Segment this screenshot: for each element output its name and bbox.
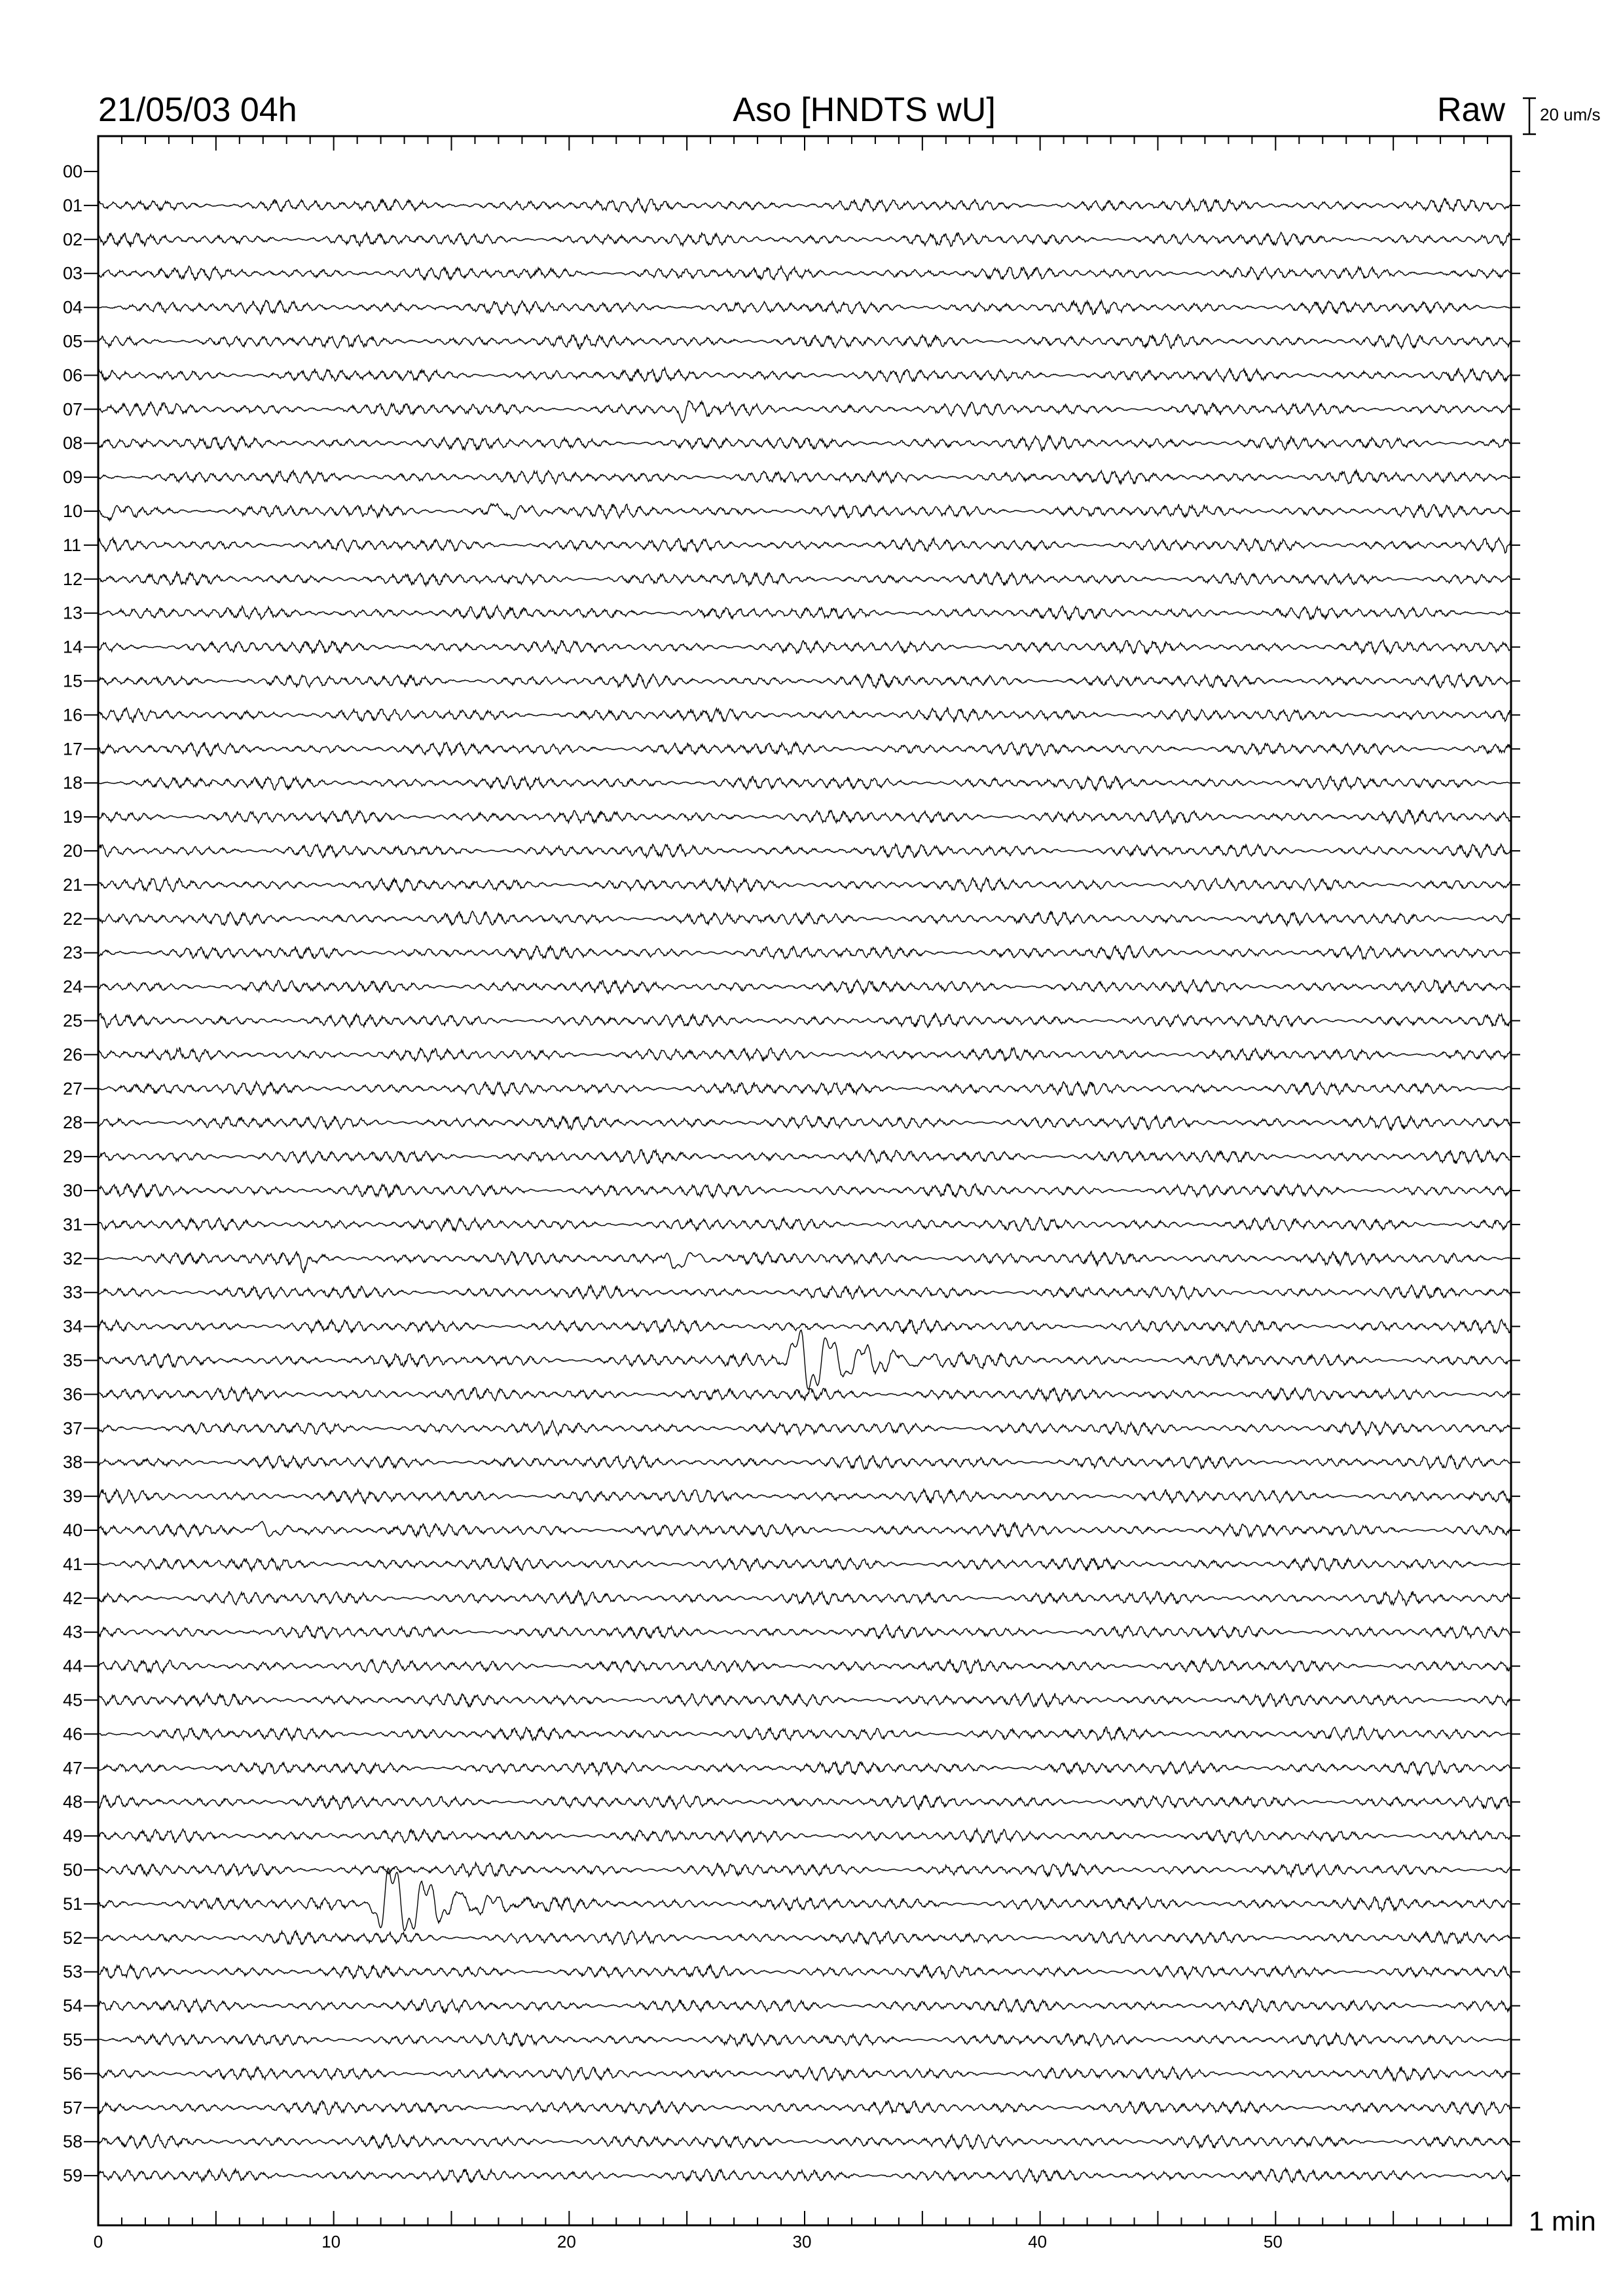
date-hour-label: 21/05/03 04h	[98, 91, 297, 129]
seismic-trace-40	[98, 1521, 1511, 1537]
row-label: 28	[63, 1113, 83, 1133]
row-label: 23	[63, 942, 83, 963]
row-label: 35	[63, 1350, 83, 1371]
amplitude-scale-label: 20 um/s	[1540, 105, 1601, 124]
x-tick-label: 30	[792, 2232, 812, 2251]
row-label: 36	[63, 1384, 83, 1405]
x-tick-label: 40	[1028, 2232, 1048, 2251]
seismic-trace-16	[98, 708, 1511, 723]
row-label: 45	[63, 1690, 83, 1710]
seismic-trace-20	[98, 844, 1511, 858]
seismic-trace-06	[98, 368, 1511, 383]
x-tick-label: 10	[321, 2232, 341, 2251]
row-label: 46	[63, 1724, 83, 1744]
row-label: 30	[63, 1181, 83, 1200]
row-label: 17	[63, 739, 83, 759]
row-label: 10	[63, 501, 83, 521]
seismic-trace-33	[98, 1285, 1511, 1300]
row-label: 54	[63, 1996, 83, 2016]
row-label: 14	[63, 637, 83, 657]
row-label: 01	[63, 195, 83, 215]
seismic-trace-48	[98, 1795, 1511, 1810]
row-label: 13	[63, 603, 83, 623]
row-label: 11	[63, 535, 82, 555]
row-label: 41	[63, 1554, 83, 1574]
station-title: Aso [HNDTS wU]	[733, 91, 996, 129]
seismic-trace-30	[98, 1183, 1511, 1198]
row-label: 12	[63, 569, 83, 589]
seismic-trace-56	[98, 2067, 1511, 2081]
row-label: 43	[63, 1622, 83, 1642]
seismic-trace-37	[98, 1420, 1511, 1436]
row-label: 42	[63, 1588, 83, 1608]
seismic-trace-18	[98, 776, 1511, 791]
row-label: 57	[63, 2098, 83, 2118]
seismic-trace-39	[98, 1489, 1511, 1503]
seismic-trace-55	[98, 2032, 1511, 2047]
row-label: 51	[63, 1893, 83, 1914]
seismic-trace-59	[98, 2168, 1511, 2183]
seismic-trace-52	[98, 1931, 1511, 1945]
plot-frame	[98, 136, 1511, 2225]
row-label: 04	[63, 297, 83, 317]
seismic-trace-29	[98, 1150, 1511, 1164]
row-label: 55	[63, 2030, 83, 2050]
row-label: 27	[63, 1079, 83, 1099]
row-label: 48	[63, 1792, 83, 1812]
seismic-trace-49	[98, 1829, 1511, 1843]
row-label: 49	[63, 1826, 83, 1846]
seismic-trace-09	[98, 470, 1511, 484]
row-label: 18	[63, 773, 83, 793]
row-label: 37	[63, 1418, 83, 1439]
seismic-trace-15	[98, 673, 1511, 688]
row-label: 29	[63, 1147, 83, 1167]
seismic-trace-47	[98, 1761, 1511, 1776]
row-label: 56	[63, 2064, 83, 2084]
row-label: 59	[63, 2166, 83, 2186]
mode-label: Raw	[1436, 91, 1505, 129]
seismic-trace-13	[98, 605, 1511, 620]
seismic-trace-08	[98, 436, 1511, 452]
row-label: 05	[63, 331, 83, 351]
seismic-trace-43	[98, 1624, 1511, 1639]
seismic-trace-05	[98, 334, 1511, 349]
seismic-trace-07	[98, 401, 1511, 423]
row-label: 00	[63, 162, 83, 181]
row-label: 38	[63, 1452, 83, 1473]
seismic-trace-42	[98, 1590, 1511, 1605]
seismic-trace-22	[98, 911, 1511, 926]
row-label: 33	[63, 1282, 83, 1302]
row-label: 53	[63, 1962, 83, 1982]
row-label: 52	[63, 1928, 83, 1948]
seismic-trace-03	[98, 266, 1511, 281]
seismic-trace-46	[98, 1727, 1511, 1740]
seismic-trace-51	[98, 1868, 1511, 1931]
row-label: 50	[63, 1860, 83, 1880]
row-label: 16	[63, 705, 83, 725]
row-label: 07	[63, 399, 83, 420]
row-label: 08	[63, 433, 83, 454]
row-label: 25	[63, 1011, 83, 1031]
row-label: 06	[63, 365, 83, 386]
row-label: 39	[63, 1486, 83, 1507]
row-label: 31	[63, 1214, 83, 1234]
seismic-trace-35	[98, 1330, 1511, 1389]
seismic-trace-26	[98, 1048, 1511, 1062]
row-label: 15	[63, 671, 83, 691]
seismic-trace-17	[98, 742, 1511, 757]
row-label: 19	[63, 807, 83, 827]
seismic-trace-53	[98, 1965, 1511, 1979]
x-tick-label: 50	[1263, 2232, 1283, 2251]
seismic-trace-24	[98, 980, 1511, 994]
duration-label: 1 min	[1529, 2206, 1596, 2236]
seismic-trace-50	[98, 1863, 1511, 1877]
seismic-trace-44	[98, 1659, 1511, 1674]
seismic-trace-54	[98, 1999, 1511, 2013]
row-label: 21	[63, 874, 83, 895]
seismic-trace-19	[98, 810, 1511, 824]
seismic-trace-11	[98, 538, 1511, 553]
row-label: 02	[63, 229, 83, 249]
row-label: 09	[63, 467, 83, 488]
seismic-trace-38	[98, 1456, 1511, 1469]
seismic-trace-23	[98, 945, 1511, 960]
row-label: 22	[63, 908, 83, 929]
row-label: 03	[63, 263, 83, 283]
seismic-trace-25	[98, 1013, 1511, 1028]
seismic-trace-36	[98, 1388, 1511, 1402]
seismic-trace-14	[98, 640, 1511, 655]
seismic-trace-02	[98, 232, 1511, 247]
seismic-trace-21	[98, 878, 1511, 892]
row-label: 58	[63, 2132, 83, 2152]
row-label: 47	[63, 1758, 83, 1778]
row-label: 20	[63, 841, 83, 861]
seismic-trace-04	[98, 300, 1511, 315]
row-label: 26	[63, 1045, 83, 1065]
seismic-trace-10	[98, 504, 1511, 521]
seismic-trace-45	[98, 1693, 1511, 1707]
seismic-trace-28	[98, 1116, 1511, 1130]
seismic-trace-34	[98, 1319, 1511, 1334]
seismic-trace-01	[98, 198, 1511, 213]
x-tick-label: 0	[93, 2232, 103, 2251]
row-label: 32	[63, 1248, 83, 1268]
seismic-trace-58	[98, 2134, 1511, 2149]
seismic-trace-12	[98, 571, 1511, 586]
x-tick-label: 20	[556, 2232, 576, 2251]
seismic-trace-32	[98, 1251, 1511, 1273]
row-label: 24	[63, 977, 83, 997]
seismic-trace-31	[98, 1217, 1511, 1231]
row-label: 34	[63, 1316, 83, 1336]
seismic-trace-57	[98, 2101, 1511, 2115]
seismic-trace-41	[98, 1557, 1511, 1571]
seismic-trace-27	[98, 1081, 1511, 1096]
row-label: 40	[63, 1520, 83, 1540]
row-label: 44	[63, 1656, 83, 1676]
